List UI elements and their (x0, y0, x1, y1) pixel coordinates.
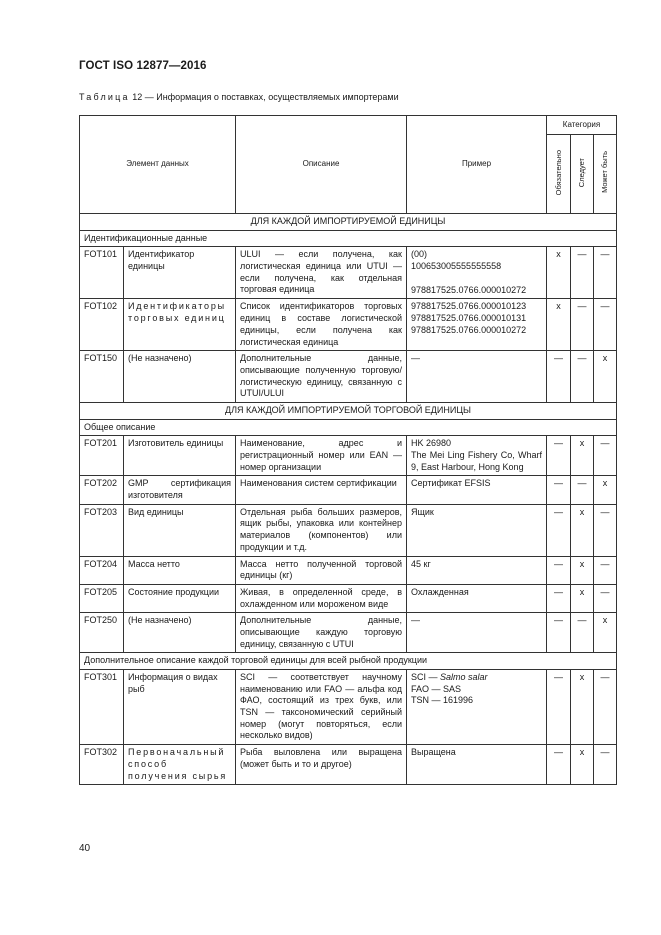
row-example: 45 кг (407, 556, 547, 584)
subsection-row (80, 653, 617, 670)
row-should: — (571, 476, 594, 504)
row-code: FOT101 (80, 247, 124, 299)
row-code: FOT203 (80, 504, 124, 556)
table-row (80, 476, 617, 504)
row-example: (00) 100653005555555558 978817525.0766.000010272 (407, 247, 547, 299)
row-code: FOT150 (80, 351, 124, 403)
row-example: 978817525.0766.000010123 978817525.0766.000010131 978817525.0766.000010272 (407, 299, 547, 351)
row-example: Ящик (407, 504, 547, 556)
row-should: — (571, 613, 594, 653)
row-may: x (594, 351, 617, 403)
col-category-header: Категория (547, 116, 617, 135)
table-row (80, 351, 617, 403)
row-example: — (407, 351, 547, 403)
standard-title: ГОСТ ISO 12877—2016 (79, 60, 207, 72)
row-code: FOT201 (80, 436, 124, 476)
row-should: x (571, 584, 594, 612)
row-example: — (407, 613, 547, 653)
row-may: — (594, 299, 617, 351)
row-code: FOT301 (80, 670, 124, 745)
section-each-imported-unit: ДЛЯ КАЖДОЙ ИМПОРТИРУЕМОЙ ЕДИНИЦЫ (80, 214, 617, 231)
row-should: x (571, 504, 594, 556)
row-name: Идентификаторы торговых единиц (124, 299, 236, 351)
row-description: SCI — соответствует научному наименованию или FAO — альфа код ФАО, состоящий из трех букв, или TSN — таксономический серийный номер (могут повторяться, если несколько видов) (236, 670, 407, 745)
col-element-header: Элемент данных (80, 116, 236, 214)
table-row (80, 247, 617, 299)
table-row (80, 299, 617, 351)
row-name: (Не назначено) (124, 351, 236, 403)
section-row (80, 402, 617, 419)
caption-number: 12 (132, 92, 143, 102)
row-example: Выращена (407, 745, 547, 785)
row-mandatory: — (547, 670, 571, 745)
table-row (80, 745, 617, 785)
row-may: x (594, 613, 617, 653)
row-name: Вид единицы (124, 504, 236, 556)
row-should: x (571, 436, 594, 476)
row-mandatory: — (547, 504, 571, 556)
row-should: x (571, 670, 594, 745)
row-may: — (594, 436, 617, 476)
caption-text: — Информация о поставках, осуществляемых импортерами (144, 92, 399, 102)
subsection-identification: Идентификационные данные (80, 230, 617, 247)
col-may-header: Может быть (594, 135, 617, 214)
row-code: FOT102 (80, 299, 124, 351)
row-name: (Не назначено) (124, 613, 236, 653)
row-may: — (594, 247, 617, 299)
row-description: Наименования систем сертификации (236, 476, 407, 504)
row-mandatory: — (547, 436, 571, 476)
row-may: — (594, 584, 617, 612)
row-code: FOT250 (80, 613, 124, 653)
col-example-header: Пример (407, 116, 547, 214)
row-description: Живая, в определенной среде, в охлажденном или мороженом виде (236, 584, 407, 612)
row-name: Идентификатор единицы (124, 247, 236, 299)
header-row-1 (80, 116, 617, 135)
row-mandatory: x (547, 247, 571, 299)
row-description: Дополнительные данные, описывающие каждую торговую единицу, связанную с UTUI (236, 613, 407, 653)
row-may: — (594, 670, 617, 745)
subsection-additional: Дополнительное описание каждой торговой единицы для всей рыбной продукции (80, 653, 617, 670)
section-row (80, 214, 617, 231)
row-description: ULUI — если получена, как логистическая единица или UTUI — если получена, как отдельная торговая единица (236, 247, 407, 299)
table-row (80, 584, 617, 612)
row-example: HK 26980 The Mei Ling Fishery Co, Wharf 9, East Harbour, Hong Kong (407, 436, 547, 476)
row-mandatory: — (547, 556, 571, 584)
row-should: — (571, 247, 594, 299)
row-should: — (571, 351, 594, 403)
row-should: — (571, 299, 594, 351)
subsection-row (80, 419, 617, 436)
row-description: Дополнительные данные, описывающие полученную торговую/логистическую единицу, связанную с UTUI/ULUI (236, 351, 407, 403)
row-mandatory: — (547, 476, 571, 504)
row-example: SCI — Salmo salar FAO — SAS TSN — 161996 (407, 670, 547, 745)
row-description: Отдельная рыба больших размеров, ящик рыбы, упаковка или контейнер материалов (компонентов) или продукции и т.д. (236, 504, 407, 556)
row-name: Состояние продукции (124, 584, 236, 612)
col-mandatory-header: Обязательно (547, 135, 571, 214)
row-description: Рыба выловлена или выращена (может быть и то и другое) (236, 745, 407, 785)
row-example: Сертификат EFSIS (407, 476, 547, 504)
row-name: Изготовитель единицы (124, 436, 236, 476)
row-name: Первоначальный способ получения сырья (124, 745, 236, 785)
table-row (80, 436, 617, 476)
row-name: Масса нетто (124, 556, 236, 584)
row-code: FOT204 (80, 556, 124, 584)
row-may: x (594, 476, 617, 504)
row-name: GMP сертификация изготовителя (124, 476, 236, 504)
row-mandatory: — (547, 351, 571, 403)
row-name: Информация о видах рыб (124, 670, 236, 745)
subsection-general: Общее описание (80, 419, 617, 436)
row-may: — (594, 504, 617, 556)
row-code: FOT205 (80, 584, 124, 612)
section-each-trade-unit: ДЛЯ КАЖДОЙ ИМПОРТИРУЕМОЙ ТОРГОВОЙ ЕДИНИЦЫ (80, 402, 617, 419)
row-description: Наименование, адрес и регистрационный номер или EAN — номер организации (236, 436, 407, 476)
row-may: — (594, 745, 617, 785)
table-row (80, 670, 617, 745)
table-caption (79, 92, 399, 102)
row-should: x (571, 556, 594, 584)
importer-data-table (79, 115, 617, 785)
row-mandatory: — (547, 613, 571, 653)
row-code: FOT202 (80, 476, 124, 504)
row-should: x (571, 745, 594, 785)
subsection-row (80, 230, 617, 247)
col-description-header: Описание (236, 116, 407, 214)
caption-label: Таблица (79, 92, 130, 102)
row-example: Охлажденная (407, 584, 547, 612)
table-row (80, 556, 617, 584)
row-mandatory: — (547, 584, 571, 612)
table-row (80, 504, 617, 556)
page-number: 40 (79, 843, 91, 854)
row-mandatory: — (547, 745, 571, 785)
row-may: — (594, 556, 617, 584)
row-mandatory: x (547, 299, 571, 351)
row-description: Список идентификаторов торговых единиц в составе логистической единицы, если получена как логистическая единица (236, 299, 407, 351)
row-description: Масса нетто полученной торговой единицы (кг) (236, 556, 407, 584)
table-row (80, 613, 617, 653)
row-code: FOT302 (80, 745, 124, 785)
col-should-header: Следует (571, 135, 594, 214)
